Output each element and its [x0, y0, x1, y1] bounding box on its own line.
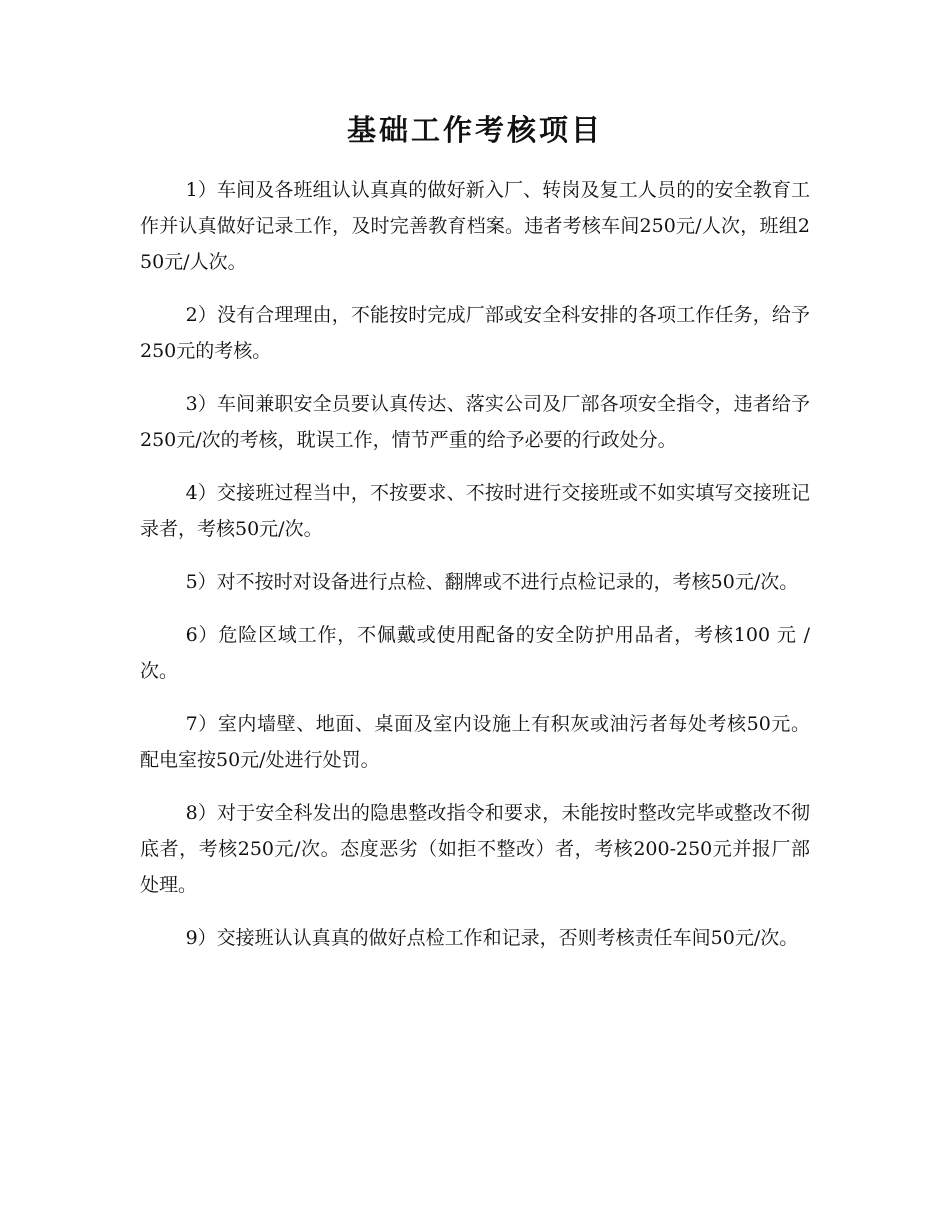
document-title: 基础工作考核项目	[346, 113, 603, 147]
item-7: 7）室内墙壁、地面、桌面及室内设施上有积灰或油污者每处考核50元。配电室按50元/处进行处罚。	[140, 713, 810, 771]
item-6: 6）危险区域工作，不佩戴或使用配备的安全防护用品者，考核100 元 / 次。	[140, 624, 810, 682]
item-2: 2）没有合理理由，不能按时完成厂部或安全科安排的各项工作任务，给予250元的考核。	[140, 304, 810, 362]
item-8: 8）对于安全科发出的隐患整改指令和要求，未能按时整改完毕或整改不彻底者，考核250元/次。态度恶劣（如拒不整改）者，考核200-250元并报厂部处理。	[140, 802, 810, 896]
item-9: 9）交接班认认真真的做好点检工作和记录，否则考核责任车间50元/次。	[185, 927, 799, 949]
item-1: 1）车间及各班组认认真真的做好新入厂、转岗及复工人员的的安全教育工作并认真做好记录工作，及时完善教育档案。违者考核车间250元/人次，班组250元/人次。	[140, 179, 810, 273]
item-3: 3）车间兼职安全员要认真传达、落实公司及厂部各项安全指令，违者给予250元/次的考核，耽误工作，情节严重的给予必要的行政处分。	[140, 393, 810, 451]
document-page	[140, 108, 810, 973]
item-4: 4）交接班过程当中，不按要求、不按时进行交接班或不如实填写交接班记录者，考核50元/次。	[140, 482, 810, 540]
item-5: 5）对不按时对设备进行点检、翻牌或不进行点检记录的，考核50元/次。	[185, 571, 799, 593]
